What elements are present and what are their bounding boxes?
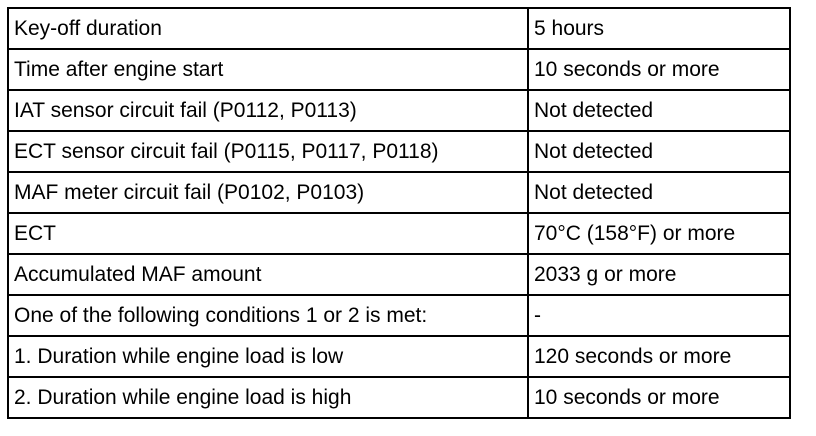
table-row [8,254,790,295]
table-row [8,213,790,254]
conditions-table-container [7,7,789,419]
condition-cell: ECT [8,213,528,254]
table-row [8,49,790,90]
condition-cell: Key-off duration [8,8,528,49]
table-row [8,172,790,213]
condition-cell: IAT sensor circuit fail (P0112, P0113) [8,90,528,131]
condition-cell: 2. Duration while engine load is high [8,377,528,418]
table-row [8,336,790,377]
condition-cell: One of the following conditions 1 or 2 is met: [8,295,528,336]
value-cell: 120 seconds or more [528,336,790,377]
table-row [8,377,790,418]
value-cell: 2033 g or more [528,254,790,295]
value-cell: 10 seconds or more [528,49,790,90]
value-cell: Not detected [528,172,790,213]
condition-cell: MAF meter circuit fail (P0102, P0103) [8,172,528,213]
table-row [8,90,790,131]
value-cell: - [528,295,790,336]
conditions-table [7,7,791,419]
value-cell: Not detected [528,90,790,131]
table-row [8,8,790,49]
condition-cell: 1. Duration while engine load is low [8,336,528,377]
condition-cell: Time after engine start [8,49,528,90]
value-cell: 10 seconds or more [528,377,790,418]
condition-cell: ECT sensor circuit fail (P0115, P0117, P0118) [8,131,528,172]
condition-cell: Accumulated MAF amount [8,254,528,295]
table-row [8,295,790,336]
table-row [8,131,790,172]
value-cell: 5 hours [528,8,790,49]
value-cell: Not detected [528,131,790,172]
value-cell: 70°C (158°F) or more [528,213,790,254]
